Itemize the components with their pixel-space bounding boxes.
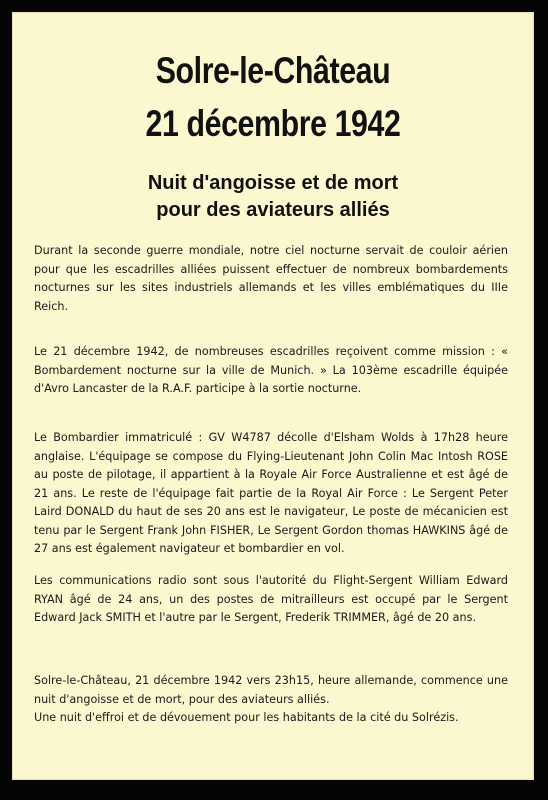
paragraph-radio-gunners: Les communications radio sont sous l'autorité du Flight-Sergent William Edward RYAN âgé de 24 ans, un des postes de mitrailleurs est occupé par le Sergent Edward Jack SMITH et l'autre par le Sergent, Frederik TRIMMER, âgé de 20 ans. bbox=[34, 574, 508, 624]
title-place: Solre-le-Château bbox=[155, 50, 391, 91]
title-date: 21 décembre 1942 bbox=[145, 103, 401, 144]
paragraph-mission: Le 21 décembre 1942, de nombreuses escadrilles reçoivent comme mission : « Bombardement nocturne sur la ville de Munich. » La 103ème escadrille équipée d'Avro Lancaster de la R.A.F. participe à la sortie nocturne. bbox=[34, 345, 508, 395]
paragraph-context: Durant la seconde guerre mondiale, notre ciel nocturne servait de couloir aérien pour que les escadrilles alliées puissent effectuer de nombreux bombardements nocturnes sur les sites industriels allemands et les villes emblématiques du IIIe Reich. bbox=[34, 244, 508, 313]
subtitle-line-1: Nuit d'angoisse et de mort bbox=[147, 172, 399, 194]
document-page bbox=[12, 12, 534, 780]
subtitle-line-2: pour des aviateurs alliés bbox=[156, 199, 390, 221]
paragraph-crew: Le Bombardier immatriculé : GV W4787 décolle d'Elsham Wolds à 17h28 heure anglaise. L'équipage se compose du Flying-Lieutenant John Colin Mac Intosh ROSE au poste de pilotage, il appartient à la Royale Air Force Australienne et est âgé de 21 ans. Le reste de l'équipage fait partie de la Royal Air Force : Le Sergent Peter Laird DONALD du haut de ses 20 ans est le navigateur, Le poste de mécanicien est tenu par le Sergent Frank John FISHER, Le Sergent Gordon thomas HAWKINS âgé de 27 ans est également navigateur et bombardier en vol. bbox=[34, 431, 508, 555]
paragraph-night: Solre-le-Château, 21 décembre 1942 vers 23h15, heure allemande, commence une nuit d'angoisse et de mort, pour des aviateurs alliés. bbox=[34, 674, 508, 706]
paragraph-inhabitants: Une nuit d'effroi et de dévouement pour les habitants de la cité du Solrézis. bbox=[34, 711, 459, 724]
